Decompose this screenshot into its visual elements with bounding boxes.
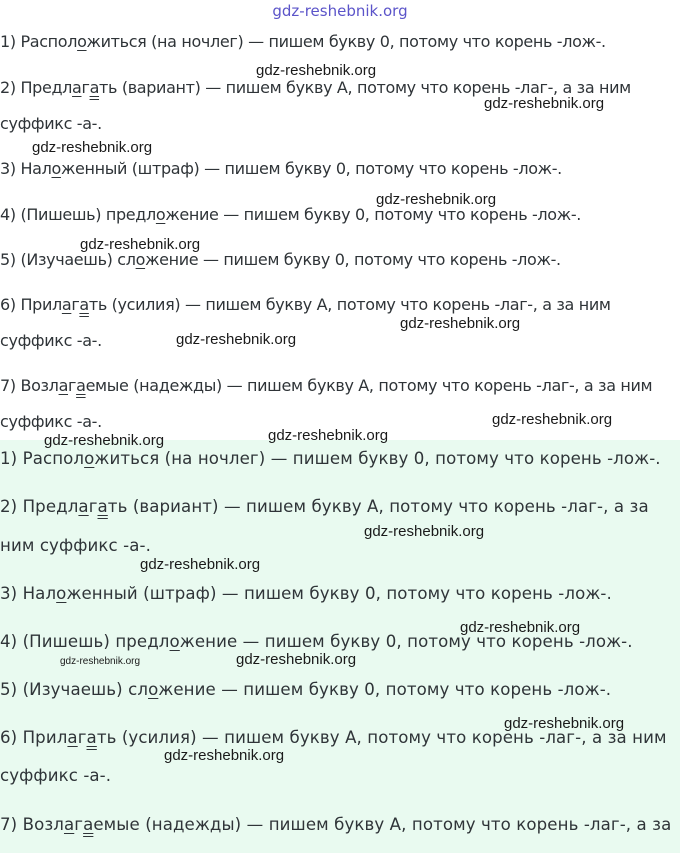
watermark-text: gdz-reshebnik.org: [140, 556, 261, 573]
text: женный (штраф) — пишем букву 0, потому что корень -лож-.: [60, 159, 562, 178]
answer-item-3: [0, 159, 562, 178]
answer-item-7-cont: суффикс -а-.: [0, 412, 102, 431]
watermark-text: gdz-reshebnik.org: [44, 432, 165, 449]
highlighted-suffix: а: [97, 497, 108, 516]
answer-item-6-cont: суффикс -а-.: [0, 331, 102, 350]
highlighted-vowel: а: [78, 497, 89, 516]
text: 7) Возл: [0, 376, 59, 395]
text: г: [88, 497, 98, 516]
text: 5) (Изучаешь) сл: [0, 250, 136, 269]
text: ть (усилия) — пишем букву А, потому что корень -лаг-, а за ним: [96, 728, 667, 747]
text: житься (на ночлег) — пишем букву 0, потому что корень -лож-.: [94, 449, 661, 468]
text: емые (надежды) — пишем букву А, потому что корень -лаг-, а за: [93, 815, 672, 834]
highlighted-vowel: о: [77, 32, 87, 51]
text: женный (штраф) — пишем букву 0, потому что корень -лож-.: [66, 584, 612, 603]
text: жение — пишем букву 0, потому что корень -лож-.: [165, 205, 581, 224]
highlighted-vowel: о: [169, 632, 180, 651]
highlighted-vowel: о: [148, 680, 159, 699]
watermark-text: gdz-reshebnik.org: [460, 619, 581, 636]
watermark-text: gdz-reshebnik.org: [32, 139, 153, 156]
text: емые (надежды) — пишем букву А, потому что корень -лаг-, а за ним: [85, 376, 653, 395]
highlighted-vowel: а: [72, 78, 82, 97]
watermark-text: gdz-reshebnik.org: [484, 95, 605, 112]
text: 6) Прил: [0, 295, 62, 314]
answer-item-5: [0, 680, 611, 699]
highlighted-vowel: а: [67, 728, 78, 747]
watermark-text: gdz-reshebnik.org: [60, 656, 141, 667]
highlighted-suffix: а: [89, 78, 100, 97]
text: 1) Распол: [0, 449, 85, 468]
text: г: [74, 815, 84, 834]
watermark-text: gdz-reshebnik.org: [268, 427, 389, 444]
answer-block-bottom: [0, 440, 680, 853]
watermark-text: gdz-reshebnik.org: [376, 191, 497, 208]
text: 4) (Пишешь) предл: [0, 205, 156, 224]
answer-item-3: [0, 584, 612, 603]
text: г: [81, 78, 90, 97]
text: 2) Предл: [0, 497, 79, 516]
highlighted-vowel: о: [84, 449, 95, 468]
watermark-text: gdz-reshebnik.org: [492, 411, 613, 428]
text: г: [71, 295, 80, 314]
highlighted-vowel: о: [56, 584, 67, 603]
watermark-text: gdz-reshebnik.org: [364, 523, 485, 540]
highlighted-vowel: о: [51, 159, 61, 178]
text: 7) Возл: [0, 815, 64, 834]
watermark-text: gdz-reshebnik.org: [236, 651, 357, 668]
text: жение — пишем букву 0, потому что корень -лож-.: [179, 632, 633, 651]
answer-item-6: [0, 295, 611, 314]
highlighted-vowel: о: [135, 250, 146, 269]
answer-item-2-cont: суффикс -а-.: [0, 114, 102, 133]
answer-item-6-cont: суффикс -а-.: [0, 766, 112, 785]
watermark-text: gdz-reshebnik.org: [164, 747, 285, 764]
text: ть (вариант) — пишем букву А, потому что корень -лаг-, а за: [107, 497, 649, 516]
text: 5) (Изучаешь) сл: [0, 680, 149, 699]
text: г: [68, 376, 77, 395]
answer-item-2: [0, 497, 649, 516]
watermark-text: gdz-reshebnik.org: [400, 315, 521, 332]
answer-item-1: [0, 32, 606, 51]
highlighted-suffix: а: [83, 815, 94, 834]
text: ть (усилия) — пишем букву А, потому что корень -лаг-, а за ним: [88, 295, 611, 314]
watermark-text: gdz-reshebnik.org: [504, 715, 625, 732]
highlighted-vowel: о: [155, 205, 166, 224]
text: 1) Распол: [0, 32, 78, 51]
text: ть (вариант) — пишем букву А, потому что корень -лаг-, а за ним: [99, 78, 631, 97]
text: 4) (Пишешь) предл: [0, 632, 170, 651]
highlighted-vowel: а: [61, 295, 72, 314]
site-header: gdz-reshebnik.org: [272, 2, 408, 20]
answer-item-7: [0, 376, 652, 395]
answer-item-2-cont: ним суффикс -а-.: [0, 536, 151, 555]
answer-item-1: [0, 449, 661, 468]
watermark-text: gdz-reshebnik.org: [256, 62, 377, 79]
text: 3) Нал: [0, 584, 57, 603]
highlighted-suffix: а: [76, 376, 86, 395]
text: жение — пишем букву 0, потому что корень -лож-.: [158, 680, 612, 699]
text: 6) Прил: [0, 728, 68, 747]
text: 2) Предл: [0, 78, 73, 97]
highlighted-suffix: а: [79, 295, 89, 314]
highlighted-vowel: а: [63, 815, 75, 834]
highlighted-vowel: а: [58, 376, 69, 395]
text: житься (на ночлег) — пишем букву 0, потому что корень -лож-.: [86, 32, 606, 51]
watermark-text: gdz-reshebnik.org: [176, 331, 297, 348]
highlighted-suffix: а: [86, 728, 97, 747]
answer-item-7: [0, 815, 671, 834]
text: жение — пишем букву 0, потому что корень -лож-.: [145, 250, 561, 269]
watermark-text: gdz-reshebnik.org: [80, 236, 201, 253]
text: г: [77, 728, 87, 747]
text: 3) Нал: [0, 159, 52, 178]
